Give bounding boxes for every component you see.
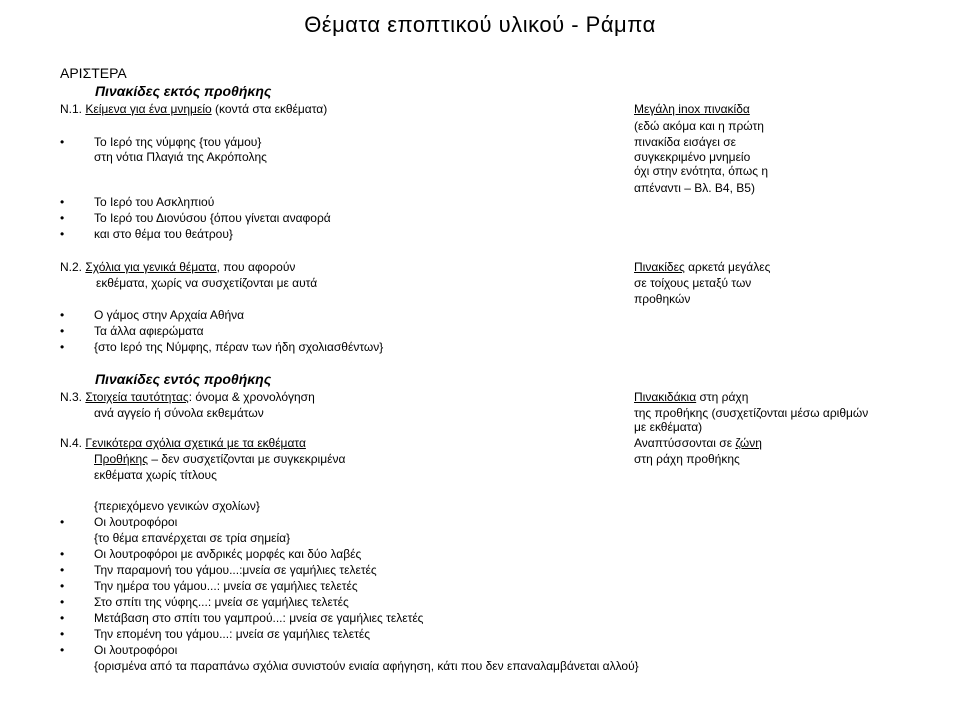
n3-note-title [634, 390, 748, 404]
n1-note-line: απέναντι – Βλ. Β4, Β5) [634, 181, 755, 195]
section-heading-inside: Πινακίδες εντός προθήκης [95, 371, 272, 387]
n4-bullet-item: Οι λουτροφόροι [94, 515, 178, 529]
n4-note-line: στη ράχη προθήκης [634, 452, 740, 466]
bullet: • [60, 195, 65, 209]
n3-note-line: της προθήκης (συσχετίζονται μέσω αριθμών [634, 406, 869, 420]
n4-bullet-item-cont: {το θέμα επανέρχεται σε τρία σημεία} [94, 531, 291, 545]
bullet: • [60, 211, 65, 225]
n2-number: Ν.2. [60, 260, 83, 274]
n4-bullet-item: Οι λουτροφόροι [94, 643, 178, 657]
n4-note-title [634, 436, 762, 450]
n2-title: Σχόλια για γενικά θέματα [85, 260, 217, 274]
n3-number: Ν.3. [60, 390, 83, 404]
n3-note-line: με εκθέματα) [634, 420, 703, 434]
n3-title-rest: : όνομα & χρονολόγηση [188, 390, 315, 404]
n4-bullet-item: Στο σπίτι της νύφης...: μνεία σε γαμήλιες τελετές [94, 595, 349, 609]
bullet: • [60, 515, 65, 529]
n3-note-rest: στη ράχη [696, 390, 749, 404]
n1-bullet-item: Το Ιερό της νύμφης {του γάμου} [94, 135, 262, 149]
n1-bullet-item: Το Ιερό του Διονύσου {όπου γίνεται αναφορά [94, 211, 331, 225]
n4-bullet-item: Οι λουτροφόροι με ανδρικές μορφές και δύο λαβές [94, 547, 362, 561]
n2-bullet-item: {στο Ιερό της Νύμφης, πέραν των ήδη σχολιασθέντων} [94, 340, 384, 354]
n1-title: Κείμενα για ένα μνημείο [85, 102, 212, 116]
side-label: ΑΡΙΣΤΕΡΑ [60, 65, 127, 81]
n1-note-underlined: Μεγάλη inox πινακίδα [634, 102, 750, 116]
bullet: • [60, 611, 65, 625]
n4-line [60, 436, 306, 450]
n3-line-cont: ανά αγγείο ή σύνολα εκθεμάτων [94, 406, 264, 420]
n2-bullet-item: Ο γάμος στην Αρχαία Αθήνα [94, 308, 245, 322]
n1-title-rest: (κοντά στα εκθέματα) [211, 102, 328, 116]
n1-note-line: (εδώ ακόμα και η πρώτη [634, 119, 764, 133]
bullet: • [60, 227, 65, 241]
n2-note-title [634, 260, 770, 274]
n1-bullet-item: Το Ιερό του Ασκληπιού [94, 195, 215, 209]
n4-bullet-item: Την επομένη του γάμου...: μνεία σε γαμήλιες τελετές [94, 627, 371, 641]
n1-bullet-item-cont: στη νότια Πλαγιά της Ακρόπολης [94, 150, 267, 164]
n4-bullet-item: Την ημέρα του γάμου...: μνεία σε γαμήλιες τελετές [94, 579, 358, 593]
n2-note-line: προθηκών [634, 292, 691, 306]
section-heading-outside: Πινακίδες εκτός προθήκης [95, 83, 272, 99]
n3-title: Στοιχεία ταυτότητας [85, 390, 189, 404]
n4-sub-rest: – δεν συσχετίζονται με συγκεκριμένα [147, 452, 346, 466]
n4-bullet-item-cont: {ορισμένα από τα παραπάνω σχόλια συνιστούν ενιαία αφήγηση, κάτι που δεν επαναλαμβάνεται αλλού} [94, 659, 639, 673]
page-title: Θέματα εποπτικού υλικού - Ράμπα [304, 12, 656, 37]
bullet: • [60, 627, 65, 641]
n1-note-line: συγκεκριμένο μνημείο [634, 150, 751, 164]
bullet: • [60, 324, 65, 338]
n2-bullet-item: Τα άλλα αφιερώματα [94, 324, 204, 338]
n4-bullet-item: Μετάβαση στο σπίτι του γαμπρού...: μνεία σε γαμήλιες τελετές [94, 611, 424, 625]
n3-note-underlined: Πινακιδάκια [634, 390, 697, 404]
bullet: • [60, 547, 65, 561]
n1-note-title [634, 102, 750, 116]
n4-sub-underlined: Προθήκης [94, 452, 148, 466]
n2-line [60, 260, 295, 274]
n2-line-cont: εκθέματα, χωρίς να συσχετίζονται με αυτά [96, 276, 318, 290]
n2-note-rest: αρκετά μεγάλες [684, 260, 771, 274]
n4-general-contents: {περιεχόμενο γενικών σχολίων} [94, 499, 260, 513]
n1-note-line: όχι στην ενότητα, όπως η [634, 164, 769, 178]
bullet: • [60, 595, 65, 609]
n3-line [60, 390, 315, 404]
n2-note-underlined: Πινακίδες [634, 260, 685, 274]
n1-note-line: πινακίδα εισάγει σε [634, 135, 736, 149]
n4-note-rest: Αναπτύσσονται σε [634, 436, 736, 450]
bullet: • [60, 563, 65, 577]
n1-number: Ν.1. [60, 102, 83, 116]
n1-bullet-item: και στο θέμα του θεάτρου} [94, 227, 233, 241]
bullet: • [60, 643, 65, 657]
n4-note-underlined: ζώνη [735, 436, 762, 450]
bullet: • [60, 308, 65, 322]
n4-number: Ν.4. [60, 436, 83, 450]
n4-sub-line: εκθέματα χωρίς τίτλους [94, 468, 217, 482]
n4-sub-line [94, 452, 345, 466]
n1-line [60, 102, 327, 116]
bullet: • [60, 340, 65, 354]
n4-bullet-item: Την παραμονή του γάμου...:μνεία σε γαμήλιες τελετές [94, 563, 377, 577]
bullet: • [60, 135, 65, 149]
bullet: • [60, 579, 65, 593]
n2-note-line: σε τοίχους μεταξύ των [634, 276, 752, 290]
n2-title-rest: , που αφορούν [216, 260, 296, 274]
n4-title: Γενικότερα σχόλια σχετικά με τα εκθέματα [85, 436, 306, 450]
